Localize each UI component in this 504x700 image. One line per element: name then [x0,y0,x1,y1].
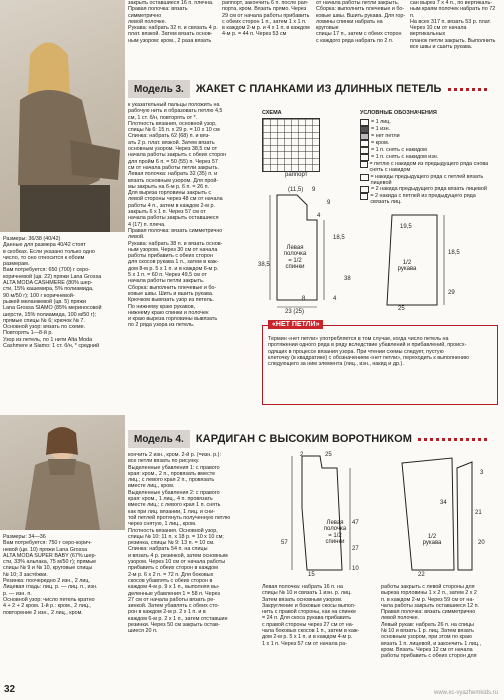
top-text-col-3: от начала работы петли закрыть. Сборка: выполнить плечевые и бо- ковые швы. Вшить рукава. Для гор- ловины спинки набрать на круговые спицы 17 п., затем с обеих сторон с каждого ряда набрать по 2 п. [316,0,406,44]
model3-dots-divider [448,88,490,91]
model3-label: Модель 3. [128,80,190,98]
model3-pattern-label: Левая полочка = 1/2 спинки [283,245,307,270]
model4-right-text-2: работы закрыть с левой стороны для выреза горловины 1 x 2 п., затем 2 x 2 п. в каждом 2-м р. Через 59 см от на- чала работы закрыть оставшиеся 12 п. Правая полочка: вязать симметрично левой полочке. Левый рукав: набрать 26 п. на спицы № 10 и вязать 1 р. лиц. Затем вязать основным узором, при этом по краю вязать 1 п. лицевой, и закончить 1 лиц., кром. Вязать. Через 12 см от начала работы прибавить с обеих сторон для [381,584,481,660]
measure: 20 [478,540,485,546]
measure: 9 [327,200,331,206]
model4-photo [0,415,125,530]
page-number: 32 [4,684,16,695]
model4-left-text: Размеры: 34—36 Вам потребуется: 750 г серо-корич- невой (цв. 10) пряжи Lana Grossa ALTA MODA SUPER BABY (67% шер- сти, 33% альпака, 75 м/50 г); прямые спицы № 9 и № 10, круговые спицы № 10; 3 застёжки. Резинка: поочередно 2 изн., 2 лиц. Лицевая гладь: лиц. р. — лиц. п., изн. р. — изн. п. Основной узор: число петель кратно 4 + 2 + 2 кром. 1-й р.: кром., 2 лиц., повторение 2 изн., 2 лиц., кром. [3,534,98,616]
measure: 57 [281,540,288,546]
legend-item: = кром. [360,140,496,147]
model4-mid-text: кончить 2 изн., кром. 2-й р. (=изн. р.): все петли вязать по рисунку. Выделенные убавления 1: с правого края: кром., 2 п., провязать вместе лиц.; с левого края 2 п., провязать вместе лиц., кром. Выделенные убавления 2: с правого края: кром., 1 лиц., 4 п. провязать вместе лиц.; с левого края 1 п. снять как при лиц. вязании, 1 лиц. и сни- той петлей протянуть полученную петлю через снятую, 1 лиц., кром. Плотность вязания. Основной узор, спицы № 10: 11 п. x 18 р. = 10 x 10 см; резинка, спицы № 9: 13 п. = 10 см. Спинка: набрать 54 п. на спицы и вязать 4 р. резинкой, затем основным узором. Через 10 см от начала работы прибавить с обеих сторон в каждом 2-м р. 6 x 2 п. = 72 п. Для боковых скосов убавлять с обеих сторон в каждом 4-м р. 9 x 1 п., выполняя вы- деленные убавления 1 = 58 п. Через 27 см от начала работы вязать ре- зинкой. Затем убавлять с обеих сто- рон в каждом 2-м р. 2 x 1 п. и в каждом 6-м р. 2 x 1 п., затем отставшие резинки. Через 50 см закрыть остав- шиеся 20 п. [128,452,231,635]
measure: 8 [302,296,306,302]
measure: 29 [448,290,455,296]
measure: 19,5 [400,224,412,230]
no-stitch-note-text: Термин «нет петли» употребляется в том случае, когда число петель на протяжении одного ряда в ряду вследствие убавлений и прибавлений, происх- одящих в процессе вязания узора. При чтении схемы следует, пустую клеточку (в квадратике) с обозначением «нет петли», переходить к выполнению следующего за ним элемента (лиц., изн., накид и др.). [268,336,469,368]
legend-item: = накиды предыдущего ряда с петлей вязать лицевой [360,174,496,187]
model3-photo-figure [0,0,125,232]
legend-item: = 1 п. снять с накидом изн. [360,154,496,161]
measure: 38,5 [258,262,270,268]
measure: 25 [398,306,405,312]
model4-right-text: Левая полочка: набрать 16 п. на спицы № 10 и связать 1 изн. р. лиц. Затем вязать основным узором. Закругление и боковые скосы выпол- нить с правой стороны, как на спинке = 24 п. Для скоса рукава прибавить с правой стороны через 27 см от на- чала боковых скосов 1 п., затем в каж- дом 2-м р. 5 x 1 п. и в каждом 4-м р. 1 x 1 п. Через 57 см от начала ра- [262,584,360,647]
measure: 23 (25) [285,309,305,315]
model3-title: ЖАКЕТ С ПЛАНКАМИ ИЗ ДЛИННЫХ ПЕТЕЛЬ [195,83,442,95]
measure: 18,5 [448,250,460,256]
model3-mid-text: к указательный пальцы положить на рабочую нить и образовать петлю 4,5 см, 1 ст. б/н, повторять от *. Плотность вязания, основной узор, спицы № 6: 15 п. x 29 р. = 10 x 10 см Спинка: набрать 62 (68) п. и вяз- ать 2 р. плат. вязкой. Затем вязать основным узором. Через 38,5 см от начала работы закрыть с обеих сторон для пройм 6 п. = 50 (55) п. Через 57 см от начала работы петли закрыть. Левая полочка: набрать 32 (35) п. и вязать основным узором. Для прой- мы закрыть на 6-м р. 6 п. = 26 п. Для выреза горловины закрыть с левой стороны через 48 см от начала работы 4 п., затем в каждом 2-м р. закрыть 6 x 1 п. Через 57 см от начала работы закрыть оставшиеся 4 (17) п. плеча. Правая полочка: вязать симметрично левой. Рукава: набрать 38 п. и вязать основ- ным узором. Через 30 см от начала работы прибавить с обеих сторон для скосов рукава 1 п., затем в каж- дом 8-м р. 5 x 1 п. и в каждом 6-м р. 5 x 1 п. = 60 п. Через 49,5 см от начала работы петли закрыть. Сборка: выполнить плечевые и бо- ковые швы. Шить и вшить рукава. Крючком вывязать узор из петель. По нижнему краю рукавов, нижнему краю спинки и полочек и краю выреза горловины вывязать по 2 ряда узора из петель. [128,102,227,329]
watermark: www.xc-vyazhemkids.ru [433,690,498,696]
top-text-col-2: раппорт, закончить 6 п. после рап- порта, кром. Вязать прямо. Через 29 см от начала работы прибавить с обеих сторон 1 п., затем 1 x 1 п. в каждом 2-м р. и 4 x 1 п. в каждом 4-м р. = 44 п. Через 53 см [222,0,310,38]
measure: 3 [480,470,484,476]
legend-item: = петлю с накидом из предыдущего ряда снова снять с накидом [360,161,496,174]
legend-item: = 2 накида с петлей из предыдущего ряда связать лиц. [360,193,496,206]
measure: 22 [418,572,425,578]
model4-dots-divider [418,438,490,441]
model3-sleeve-label: 1/2 рукава [397,260,417,273]
measure: 27 [352,546,359,552]
no-stitch-note-tag: «НЕТ ПЕТЛИ» [268,320,323,329]
measure: 15 [308,572,315,578]
model3-photo [0,0,125,232]
measure: 34 [440,500,447,506]
measure: 38 [344,276,351,282]
measure: 25 [325,452,332,458]
model3-left-text: Размеры: 36/38 (40/42) Данные для размера 40/42 стоят в скобках. Если указано только одно число, то оно относится к обоим размерам. Вам потребуется: 650 (700) г серо- коричневой (цв. 22) пряжи Lana Grossa ALTA MODA CASHMERE (80% шер- сти, 15% кашемира, 5% полиамида, 90 м/50 г); 100 г коричневой- рыжей меланжевой (цв. 5) пряжи Lana Grossa SIAMO (85% мериносовой шерсти, 15% полиамида, 100 м/50 г); прямые спицы № 6; крючок № 7. Основной узор: вязать по схеме. Повторять 1—8-й р. Узор из петель, по 1 нити Alta Moda Cashmere и Siamo: 1 ст. б/н, * средний [3,236,102,350]
legend-item: = нет петли [360,133,496,140]
legend-item: = 1 лиц. [360,119,496,126]
top-text-col-1: закрыть оставшиеся 16 п. плечна. Правая полочка: вязать симметрично левой полочке. Рукава: набрать 32 п. и связать 4 р. плат. вязкой. Затем вязать основ- ным узором: кром., 2 раза вязать [128,0,218,44]
model4-sleeve-label: 1/2 рукава [422,534,442,547]
measure: 47 [352,520,359,526]
schema-grid [262,118,320,172]
model4-label: Модель 4. [128,430,190,448]
measure: 4 [317,213,321,219]
measure: (11,5) [288,187,304,193]
measure: 10 [352,566,359,572]
measure: 9 [312,187,316,193]
model4-pattern-diagram [262,448,498,580]
model4-title: КАРДИГАН С ВЫСОКИМ ВОРОТНИКОМ [195,433,413,445]
schema-raport-label: раппорт [285,172,308,178]
measure: 2 [300,452,304,458]
legend-item: = 1 изн. [360,126,496,133]
model3-header [128,80,496,98]
legend-title: УСЛОВНЫЕ ОБОЗНАЧЕНИЯ [360,110,437,116]
measure: 21 [475,510,482,516]
measure: 18,5 [333,235,345,241]
model4-photo-figure [0,415,125,530]
measure: 4 [333,296,337,302]
model4-pattern-label: Левая полочка = 1/2 спинки [323,520,347,545]
legend-item: = 2 накида предыдущего ряда вязать лицевой [360,186,496,193]
schema-title: СХЕМА [262,110,282,116]
legend-item: = 1 п. снять с накидом [360,147,496,154]
top-text-col-4: сан вырез 7 x 4 п., по вертикаль- ным краям полочек набрать по 72 п. На всех 317 п. вязать 53 р. плат. Через 10 см от начала вертикальных планок петли закрыть. Выполнить все швы и сшить рукава. [410,0,496,51]
model4-header [128,430,496,448]
